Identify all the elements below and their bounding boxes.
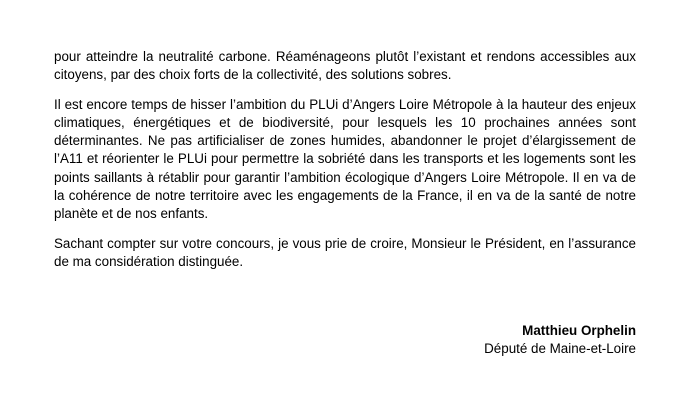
letter-paragraph: Il est encore temps de hisser l’ambition du PLUi d’Angers Loire Métropole à la hauteur des enjeux climatiques, énergétiques et de biodiversité, pour lesquels les 10 prochaines années sont déterminantes. Ne pas artificialiser de zones humides, abandonner le projet d’élargissement de l’A11 et réorienter le PLUi pour permettre la sobriété dans les transports et les logements sont les points saillants à rétablir pour garantir l’ambition écologique d’Angers Loire Métropole. Il en va de la cohérence de notre territoire avec les engagements de la France, il en va de la santé de notre planète et de nos enfants. <box>54 96 636 222</box>
signature-block <box>484 322 636 359</box>
letter-paragraph: Sachant compter sur votre concours, je vous prie de croire, Monsieur le Président, en l’assurance de ma considération distinguée. <box>54 235 636 269</box>
letter-paragraph: pour atteindre la neutralité carbone. Réaménageons plutôt l’existant et rendons accessibles aux citoyens, par des choix forts de la collectivité, des solutions sobres. <box>54 49 636 83</box>
signatory-name: Matthieu Orphelin <box>522 323 636 338</box>
signatory-title: Député de Maine-et-Loire <box>484 341 636 357</box>
letter-body <box>54 48 636 271</box>
